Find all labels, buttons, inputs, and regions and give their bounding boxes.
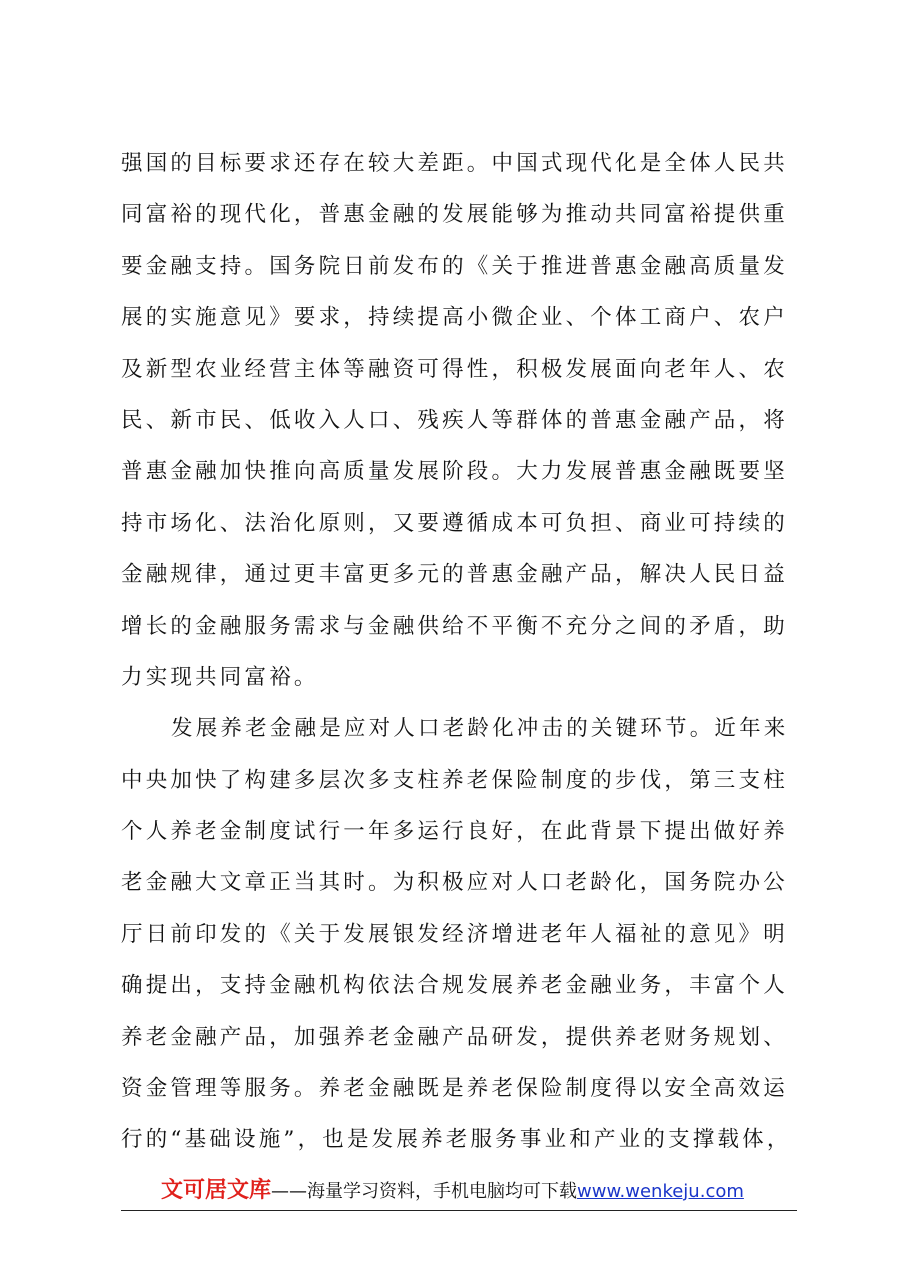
text-line: 老金融大文章正当其时。为积极应对人口老龄化，国务院办公 <box>121 870 788 896</box>
page-footer <box>121 1170 797 1212</box>
text-line: 确提出，支持金融机构依法合规发展养老金融业务，丰富个人 <box>121 973 788 999</box>
text-line: 资金管理等服务。养老金融既是养老保险制度得以安全高效运 <box>121 1076 788 1102</box>
text-line: 民、新市民、低收入人口、残疾人等群体的普惠金融产品，将 <box>121 407 788 433</box>
body-text <box>121 138 801 1166</box>
text-line: 增长的金融服务需求与金融供给不平衡不充分之间的矛盾，助 <box>121 613 788 639</box>
text-line: 普惠金融加快推向高质量发展阶段。大力发展普惠金融既要坚 <box>121 459 788 485</box>
text-line: 金融规律，通过更丰富更多元的普惠金融产品，解决人民日益 <box>121 562 788 588</box>
text-line: 中央加快了构建多层次多支柱养老保险制度的步伐，第三支柱 <box>121 767 788 793</box>
footer-tagline: ——海量学习资料，手机电脑均可下载 <box>271 1181 578 1202</box>
text-line: 展的实施意见》要求，持续提高小微企业、个体工商户、农户 <box>121 305 788 331</box>
text-line: 行的“基础设施”，也是发展养老服务事业和产业的支撑载体， <box>121 1127 792 1153</box>
footer-brand: 文可居文库 <box>161 1178 272 1203</box>
text-line: 个人养老金制度试行一年多运行良好，在此背景下提出做好养 <box>121 819 788 845</box>
text-line: 及新型农业经营主体等融资可得性，积极发展面向老年人、农 <box>121 356 788 382</box>
text-line: 力实现共同富裕。 <box>121 664 319 690</box>
text-line: 要金融支持。国务院日前发布的《关于推进普惠金融高质量发 <box>121 253 788 279</box>
paragraph-start-line: 发展养老金融是应对人口老龄化冲击的关键环节。近年来 <box>171 716 789 742</box>
footer-website-link[interactable]: www.wenkeju.com <box>577 1181 744 1202</box>
text-line: 同富裕的现代化，普惠金融的发展能够为推动共同富裕提供重 <box>121 202 788 228</box>
text-line: 强国的目标要求还存在较大差距。中国式现代化是全体人民共 <box>121 151 788 176</box>
footer-banner <box>161 1178 744 1205</box>
text-line: 持市场化、法治化原则，又要遵循成本可负担、商业可持续的 <box>121 510 788 536</box>
text-line: 养老金融产品，加强养老金融产品研发，提供养老财务规划、 <box>121 1024 788 1050</box>
footer-divider <box>121 1210 797 1211</box>
text-line: 厅日前印发的《关于发展银发经济增进老年人福祉的意见》明 <box>121 921 788 947</box>
